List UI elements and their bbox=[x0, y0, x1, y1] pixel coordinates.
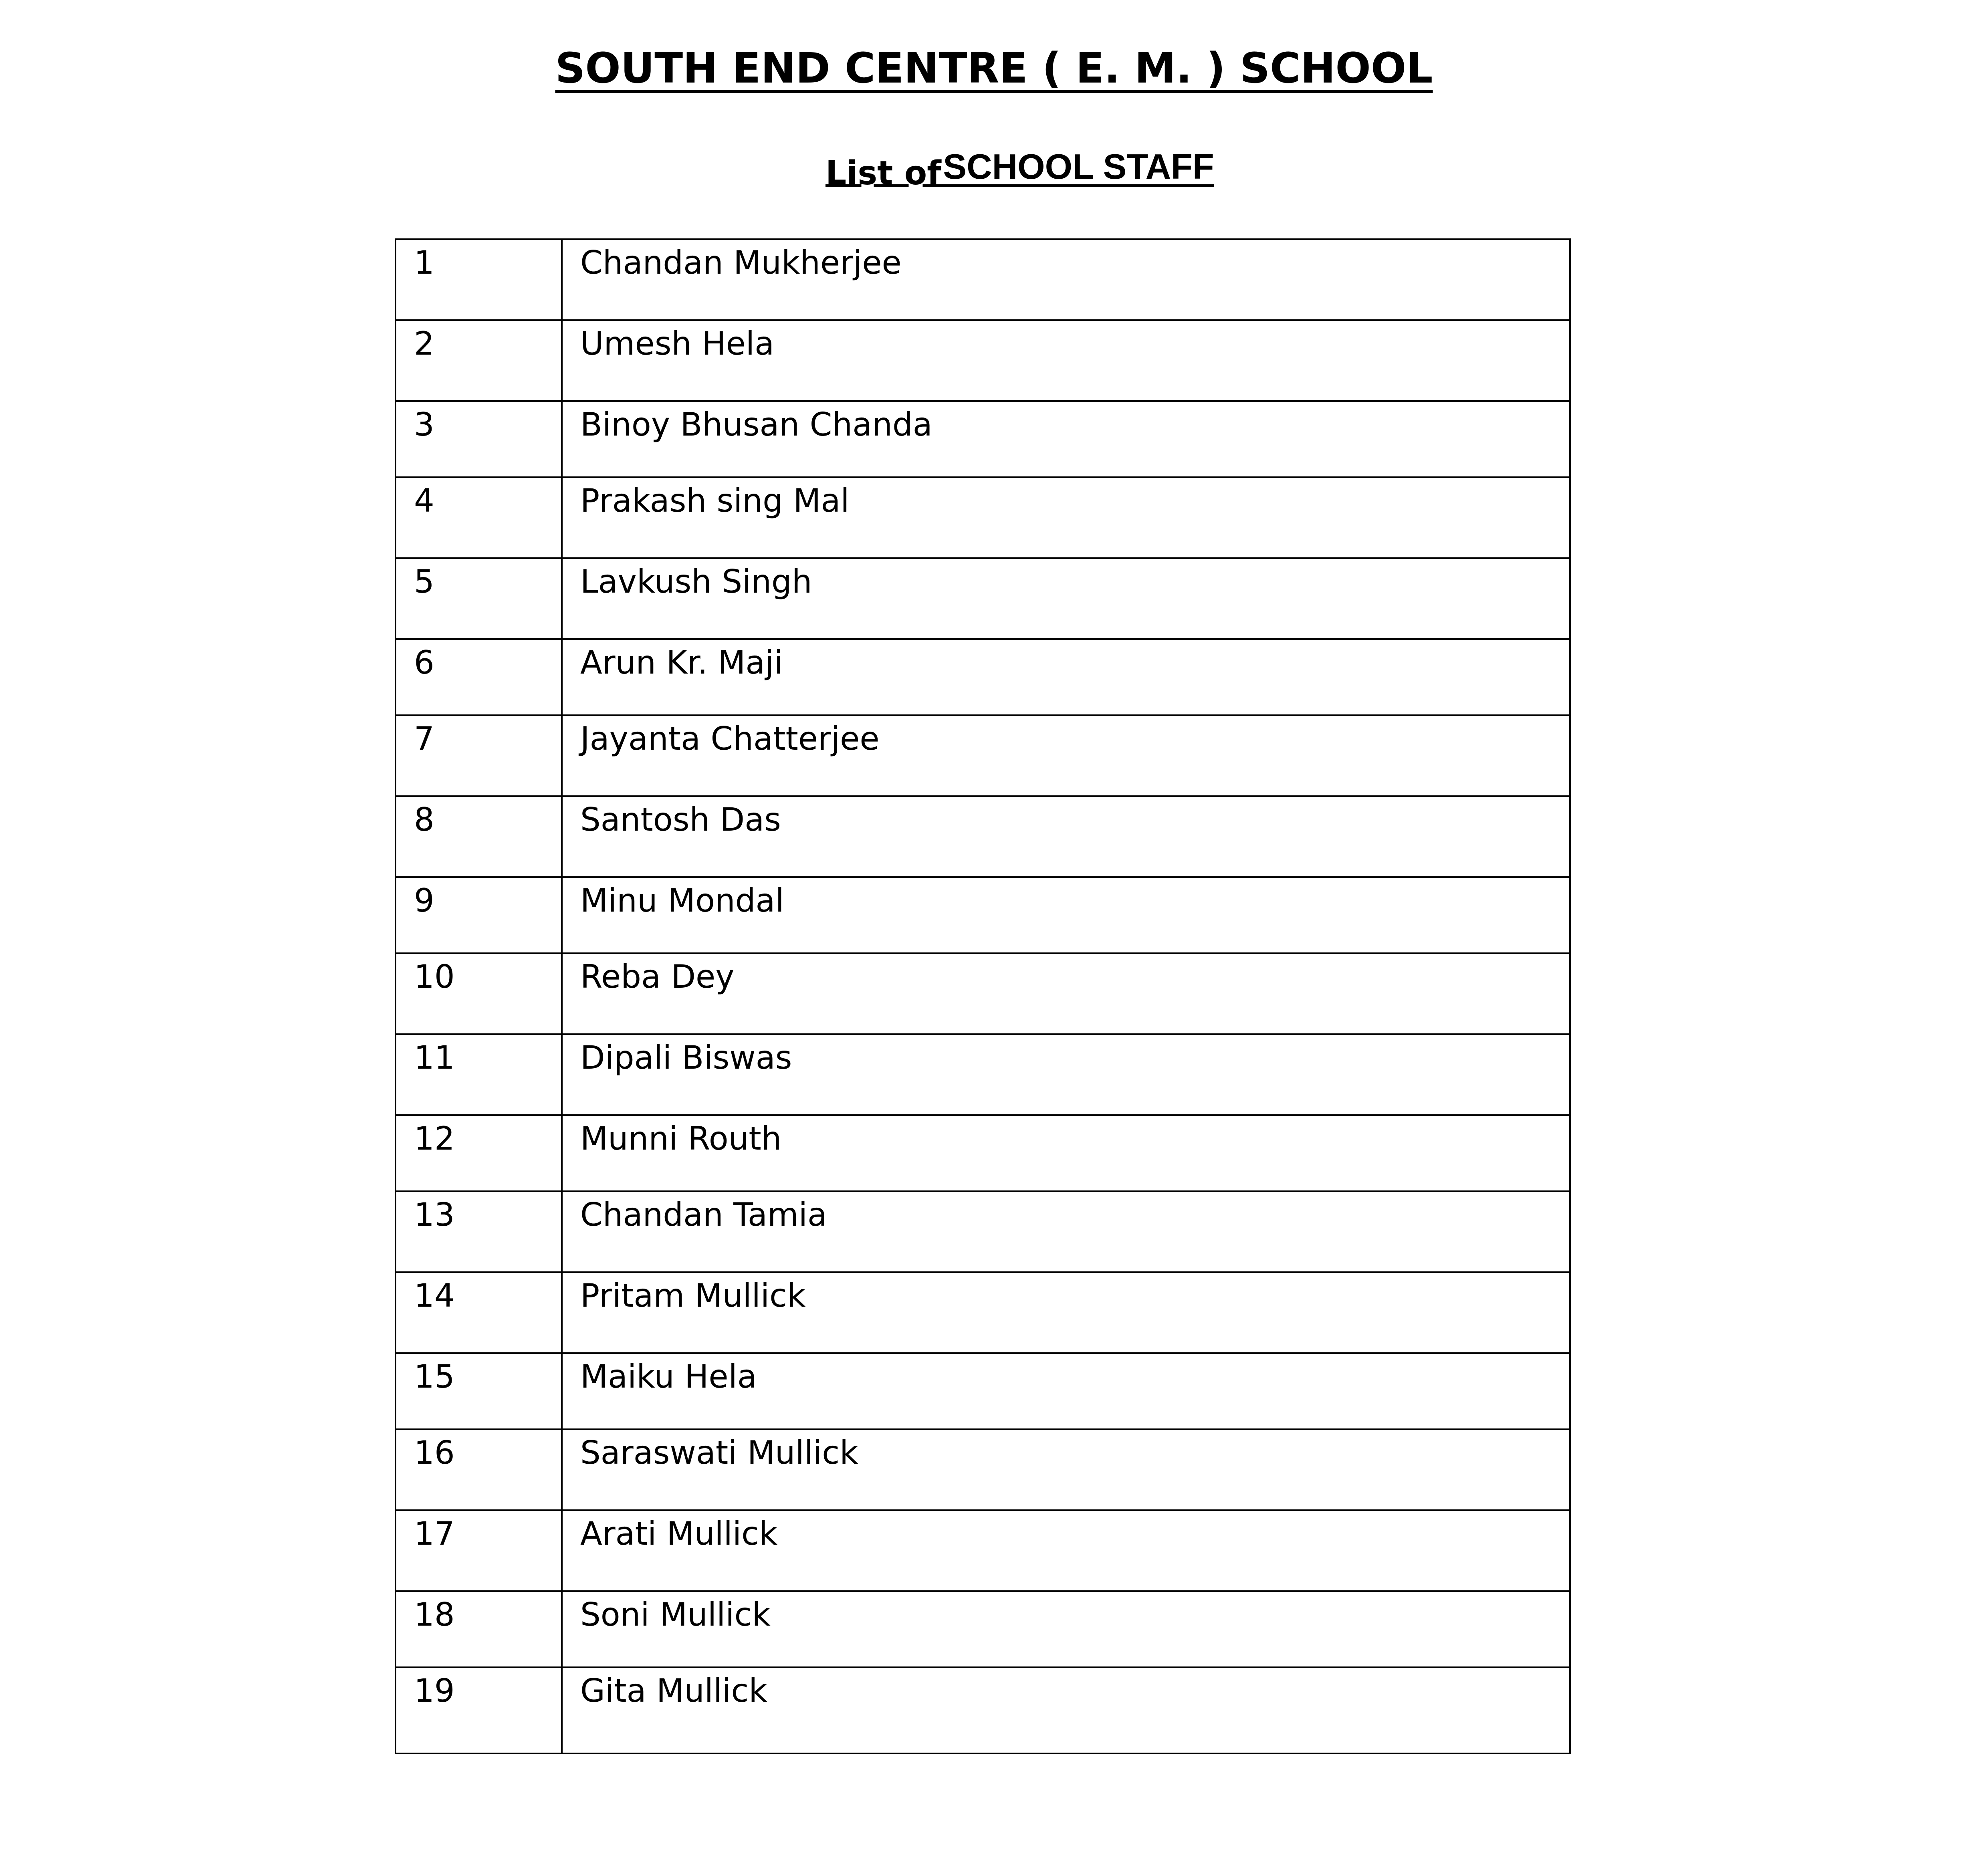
staff-name-cell: Minu Mondal bbox=[562, 877, 1570, 953]
table-row bbox=[396, 715, 1570, 796]
page-subtitle bbox=[825, 146, 1214, 194]
table-row bbox=[396, 1429, 1570, 1510]
table-row bbox=[396, 639, 1570, 715]
table-row bbox=[396, 1510, 1570, 1591]
staff-name-cell: Munni Routh bbox=[562, 1115, 1570, 1191]
staff-name-cell: Chandan Mukherjee bbox=[562, 239, 1570, 320]
serial-number-cell: 13 bbox=[396, 1191, 562, 1272]
serial-number-cell: 4 bbox=[396, 477, 562, 558]
table-row bbox=[396, 877, 1570, 953]
table-row bbox=[396, 1191, 1570, 1272]
staff-name-cell: Lavkush Singh bbox=[562, 558, 1570, 639]
staff-name-cell: Arati Mullick bbox=[562, 1510, 1570, 1591]
staff-name-cell: Soni Mullick bbox=[562, 1591, 1570, 1667]
staff-name-cell: Pritam Mullick bbox=[562, 1272, 1570, 1353]
table-row bbox=[396, 1034, 1570, 1115]
table-row bbox=[396, 1115, 1570, 1191]
table-row bbox=[396, 477, 1570, 558]
serial-number-cell: 17 bbox=[396, 1510, 562, 1591]
serial-number-cell: 9 bbox=[396, 877, 562, 953]
serial-number-cell: 2 bbox=[396, 320, 562, 401]
staff-table-body bbox=[396, 239, 1570, 1753]
staff-name-cell: Chandan Tamia bbox=[562, 1191, 1570, 1272]
page-title bbox=[0, 38, 1988, 98]
serial-number-cell: 3 bbox=[396, 401, 562, 477]
staff-name-cell: Dipali Biswas bbox=[562, 1034, 1570, 1115]
staff-name-cell: Jayanta Chatterjee bbox=[562, 715, 1570, 796]
staff-name-cell: Arun Kr. Maji bbox=[562, 639, 1570, 715]
serial-number-cell: 14 bbox=[396, 1272, 562, 1353]
staff-name-cell: Maiku Hela bbox=[562, 1353, 1570, 1429]
serial-number-cell: 16 bbox=[396, 1429, 562, 1510]
serial-number-cell: 7 bbox=[396, 715, 562, 796]
school-name: SOUTH END CENTRE ( E. M. ) SCHOOL bbox=[555, 44, 1433, 93]
staff-name-cell: Umesh Hela bbox=[562, 320, 1570, 401]
serial-number-cell: 19 bbox=[396, 1667, 562, 1753]
subtitle-lead: List of bbox=[825, 154, 941, 192]
table-row bbox=[396, 1591, 1570, 1667]
staff-name-cell: Santosh Das bbox=[562, 796, 1570, 877]
staff-name-cell: Binoy Bhusan Chanda bbox=[562, 401, 1570, 477]
table-row bbox=[396, 953, 1570, 1034]
staff-table bbox=[395, 238, 1571, 1754]
staff-name-cell: Prakash sing Mal bbox=[562, 477, 1570, 558]
serial-number-cell: 10 bbox=[396, 953, 562, 1034]
table-row bbox=[396, 239, 1570, 320]
table-row bbox=[396, 1667, 1570, 1753]
serial-number-cell: 6 bbox=[396, 639, 562, 715]
serial-number-cell: 15 bbox=[396, 1353, 562, 1429]
subtitle-main: SCHOOL STAFF bbox=[943, 147, 1214, 186]
staff-name-cell: Saraswati Mullick bbox=[562, 1429, 1570, 1510]
table-row bbox=[396, 796, 1570, 877]
serial-number-cell: 8 bbox=[396, 796, 562, 877]
serial-number-cell: 1 bbox=[396, 239, 562, 320]
serial-number-cell: 11 bbox=[396, 1034, 562, 1115]
table-row bbox=[396, 1272, 1570, 1353]
serial-number-cell: 18 bbox=[396, 1591, 562, 1667]
staff-name-cell: Reba Dey bbox=[562, 953, 1570, 1034]
table-row bbox=[396, 401, 1570, 477]
staff-name-cell: Gita Mullick bbox=[562, 1667, 1570, 1753]
serial-number-cell: 12 bbox=[396, 1115, 562, 1191]
table-row bbox=[396, 558, 1570, 639]
serial-number-cell: 5 bbox=[396, 558, 562, 639]
table-row bbox=[396, 320, 1570, 401]
table-row bbox=[396, 1353, 1570, 1429]
